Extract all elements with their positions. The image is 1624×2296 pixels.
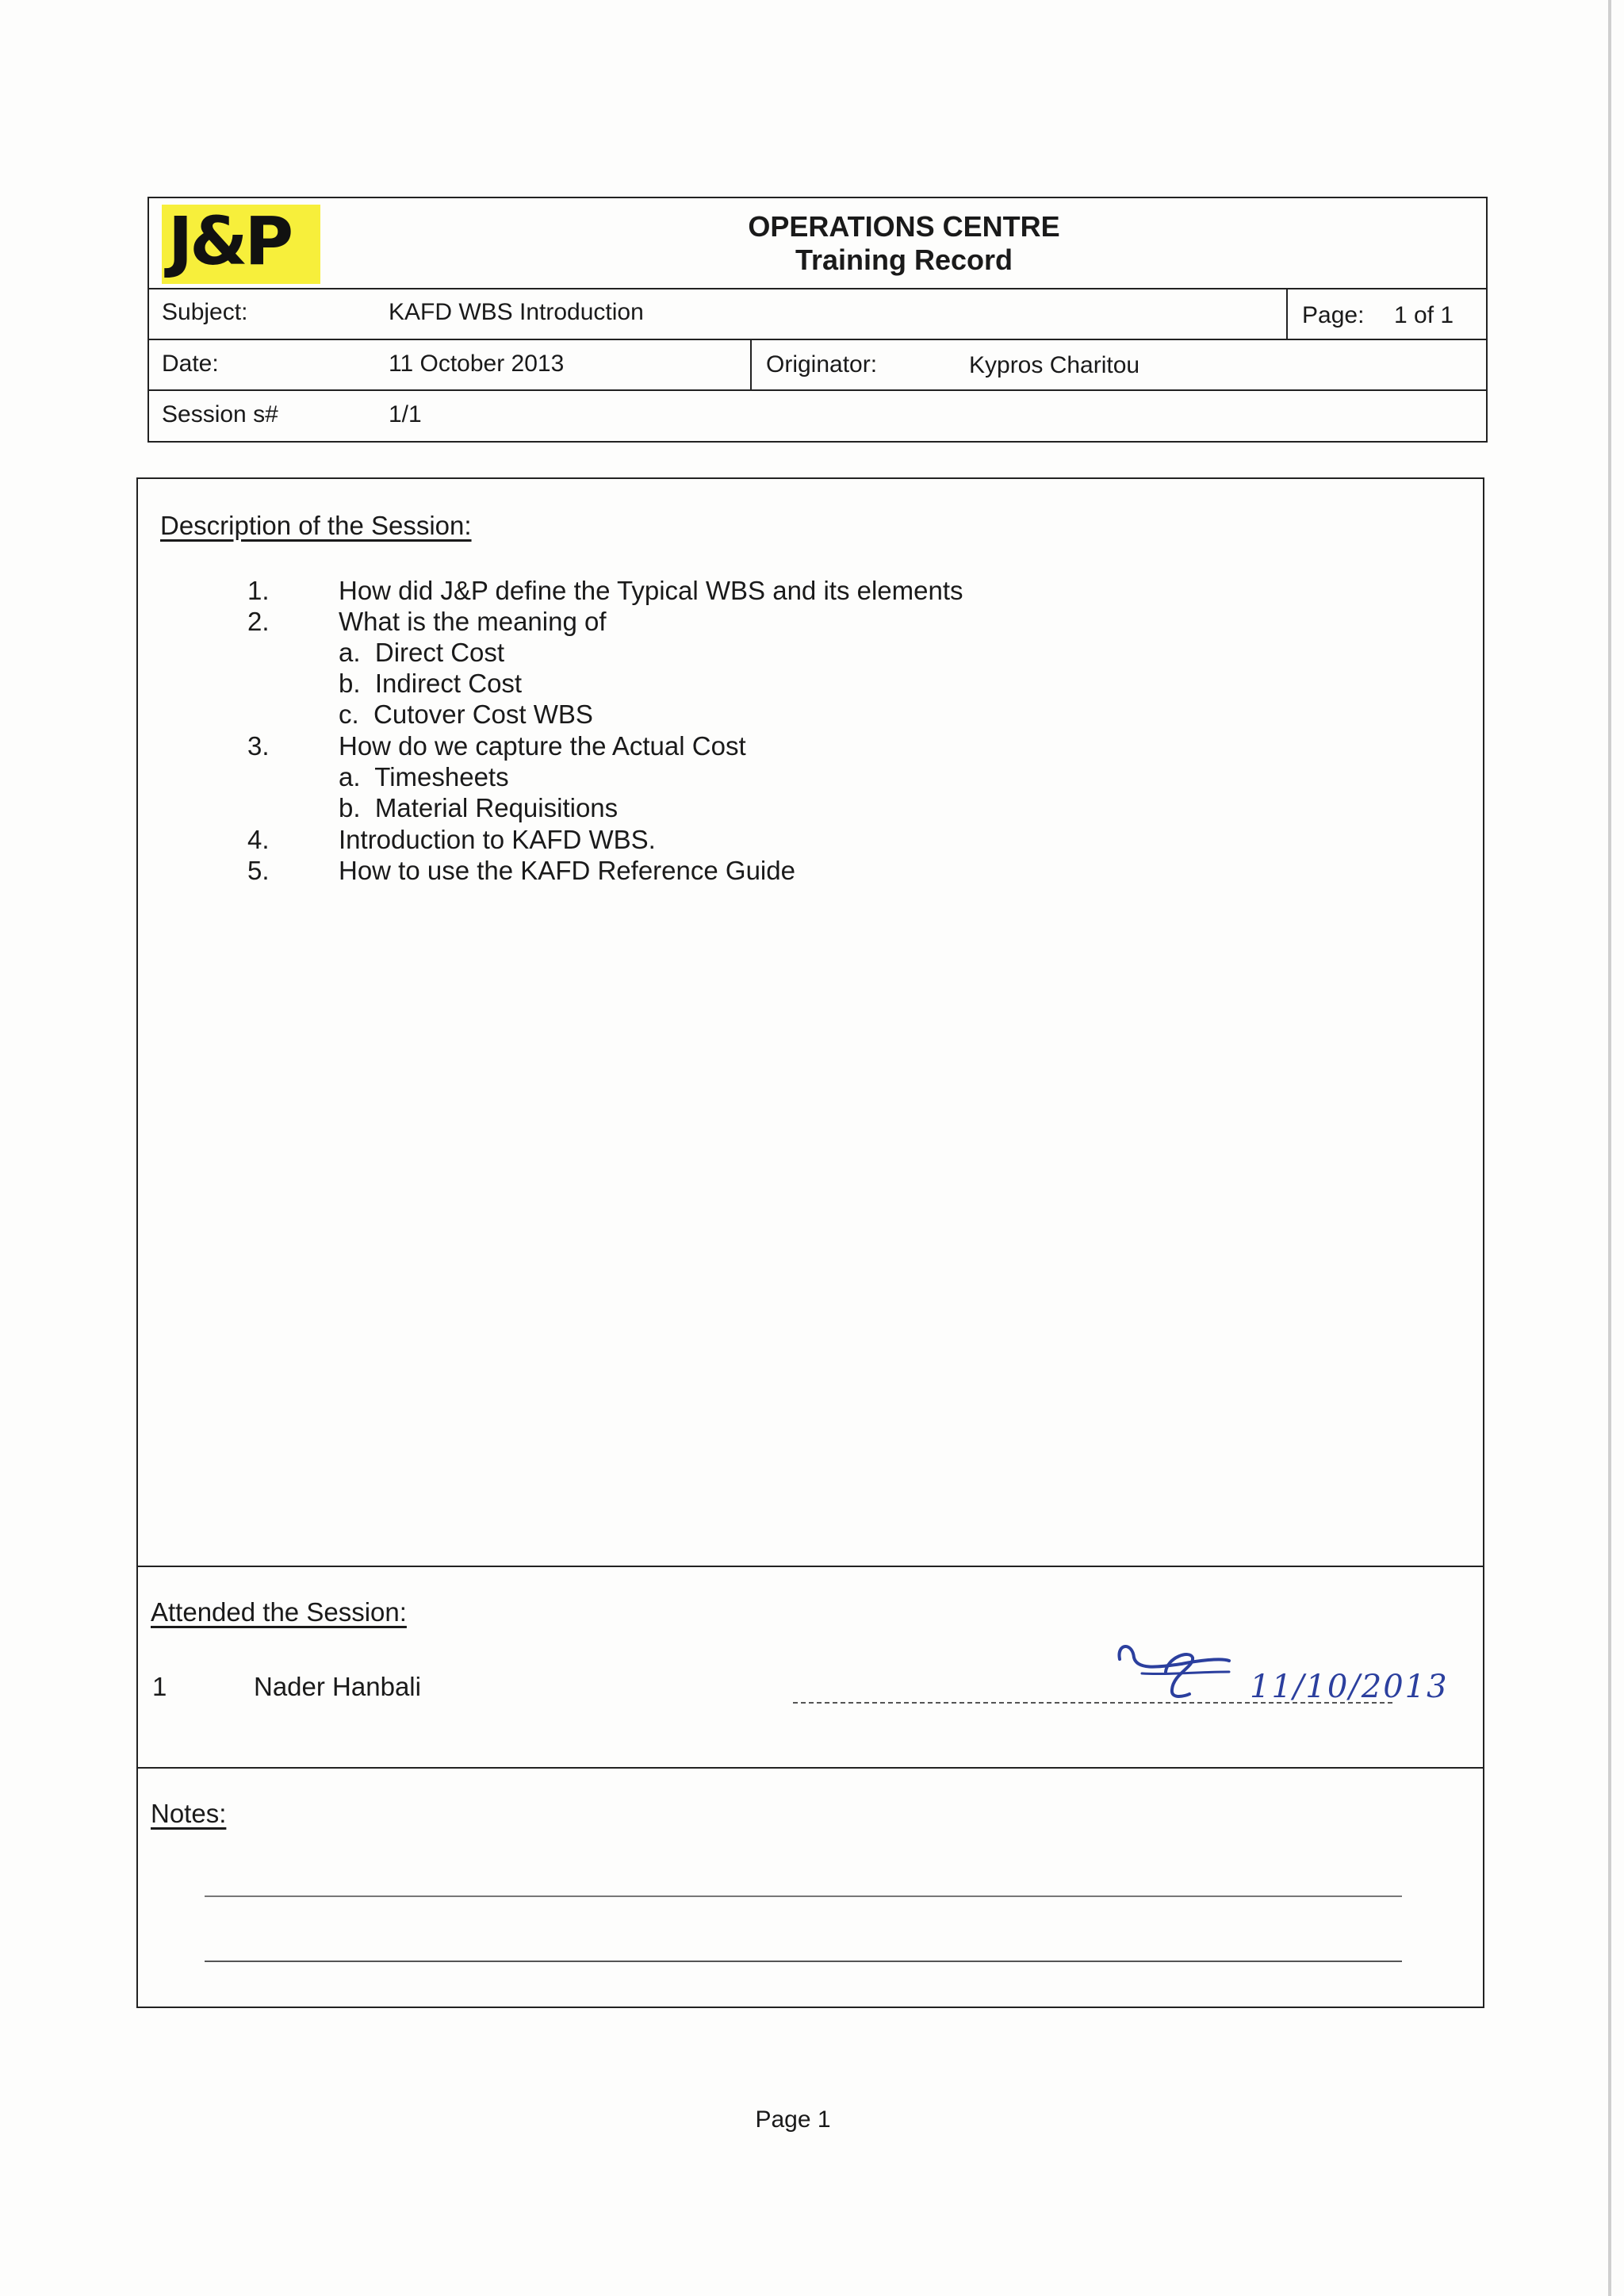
section-divider <box>136 1767 1484 1769</box>
list-item: How did J&P define the Typical WBS and its elements <box>339 576 963 605</box>
document-title: OPERATIONS CENTRE <box>748 210 1060 243</box>
list-item: Introduction to KAFD WBS. <box>339 825 656 854</box>
list-number: 5. <box>247 856 270 885</box>
date-label: Date: <box>162 351 219 377</box>
company-logo <box>162 202 320 284</box>
list-item: How do we capture the Actual Cost <box>339 731 746 761</box>
list-number: 4. <box>247 825 270 854</box>
attendance-title: Attended the Session: <box>151 1597 407 1627</box>
scan-edge-shadow <box>1608 0 1611 2296</box>
list-number: 3. <box>247 731 270 761</box>
attendee-number: 1 <box>152 1672 167 1701</box>
list-item: What is the meaning of <box>339 607 607 636</box>
originator-label: Originator: <box>766 351 878 378</box>
notes-line <box>205 1961 1402 1962</box>
section-divider <box>136 1566 1484 1567</box>
logo-text: J&P <box>168 202 291 280</box>
session-value: 1/1 <box>389 401 422 427</box>
document-subtitle: Training Record <box>795 243 1013 276</box>
subject-value: KAFD WBS Introduction <box>389 299 644 325</box>
subject-label: Subject: <box>162 299 248 325</box>
attendee-name: Nader Hanbali <box>254 1672 421 1701</box>
page-label: Page: <box>1302 302 1365 328</box>
page-value: 1 of 1 <box>1394 302 1454 328</box>
list-subitem: b. Indirect Cost <box>339 669 523 698</box>
list-subitem: c. Cutover Cost WBS <box>339 700 593 729</box>
list-subitem: b. Material Requisitions <box>339 793 619 822</box>
list-subitem: a. Timesheets <box>339 762 509 792</box>
date-value: 11 October 2013 <box>389 351 565 377</box>
session-label: Session s# <box>162 401 278 427</box>
header-divider <box>1286 288 1288 339</box>
originator-value: Kypros Charitou <box>969 352 1140 378</box>
list-item: How to use the KAFD Reference Guide <box>339 856 795 885</box>
description-title: Description of the Session: <box>160 511 472 540</box>
notes-line <box>205 1895 1402 1897</box>
list-subitem: a. Direct Cost <box>339 638 505 667</box>
notes-title: Notes: <box>151 1799 227 1828</box>
page-footer: Page 1 <box>755 2106 831 2133</box>
list-number: 2. <box>247 607 270 636</box>
header-divider <box>750 339 752 389</box>
header-divider <box>147 389 1488 391</box>
list-number: 1. <box>247 576 270 605</box>
signature-date: 11/10/2013 <box>1250 1669 1449 1705</box>
header-divider <box>147 339 1488 340</box>
